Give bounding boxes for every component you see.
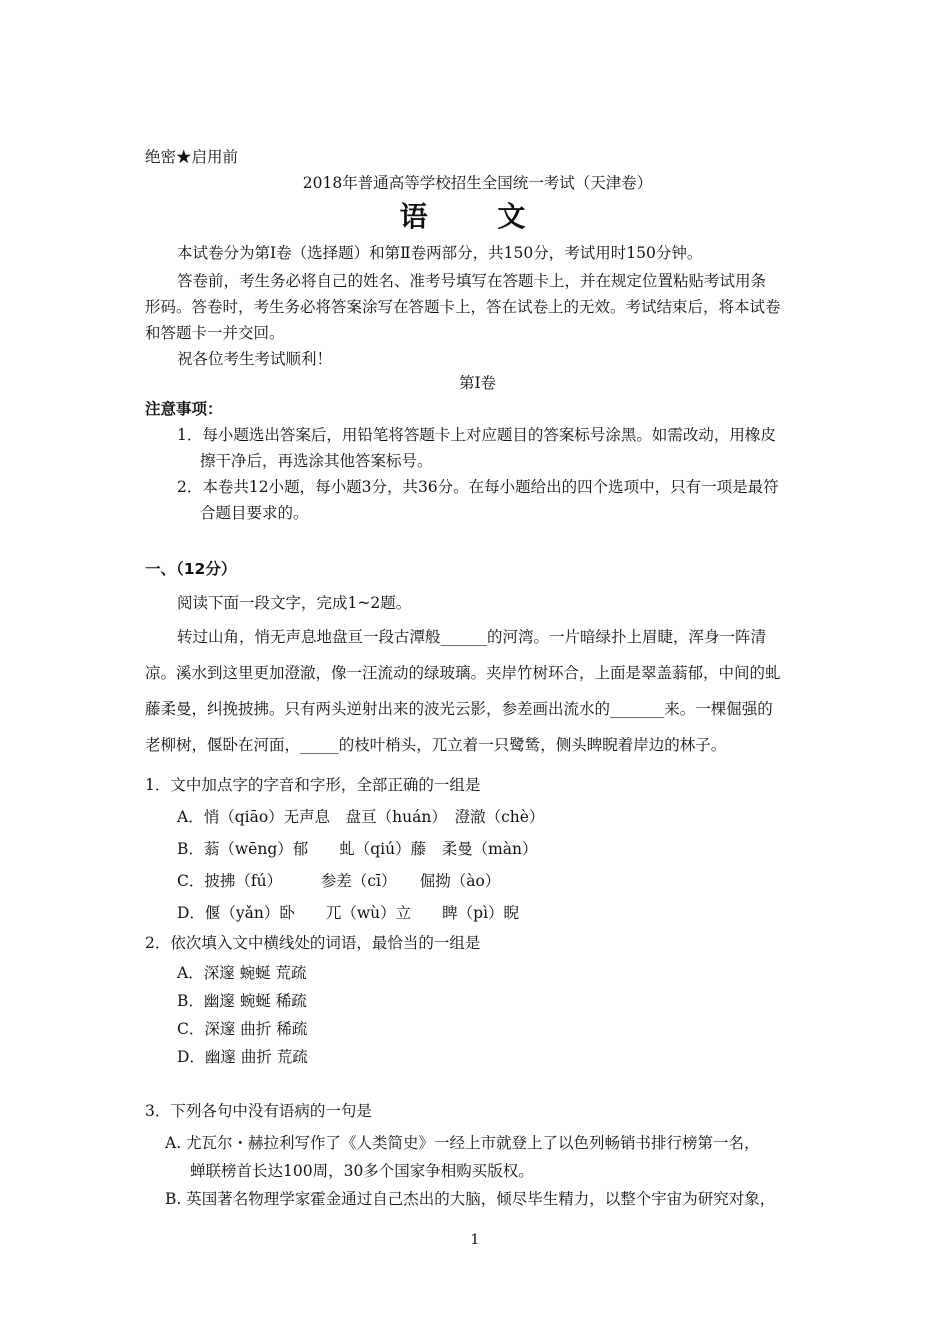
intro-line-4: 和答题卡一并交回。 [145, 324, 285, 342]
volume-title: 第Ⅰ卷 [458, 374, 497, 392]
question-1-option-a: A．悄（qiāo）无声息 盘亘（huán） 澄澈（chè） [177, 808, 545, 826]
intro-line-5: 祝各位考生考试顺利！ [177, 350, 333, 368]
notice-heading: 注意事项： [145, 400, 223, 418]
notice-item-1-cont: 擦干净后，再选涂其他答案标号。 [200, 452, 433, 470]
question-3-option-a-cont: 蝉联榜首长达100周，30多个国家争相购买版权。 [190, 1162, 534, 1180]
passage-line-4: 老柳树，偃卧在河面，_____的枝叶梢头，兀立着一只鹭鸶，侧头睥睨着岸边的林子。 [145, 736, 727, 754]
question-1-option-d: D．偃（yǎn）卧 兀（wù）立 睥（pì）睨 [177, 904, 520, 922]
confidential-mark: 绝密★启用前 [145, 148, 239, 166]
section-1-instruction: 阅读下面一段文字，完成1~2题。 [177, 594, 412, 612]
question-3-option-b: B. 英国著名物理学家霍金通过自己杰出的大脑，倾尽毕生精力，以整个宇宙为研究对象， [165, 1190, 776, 1208]
question-2-option-a: A．深邃 蜿蜒 荒疏 [177, 964, 307, 982]
question-3-stem: 3．下列各句中没有语病的一句是 [145, 1102, 372, 1120]
passage-line-2: 凉。溪水到这里更加澄澈，像一汪流动的绿玻璃。夹岸竹树环合，上面是翠盖蓊郁，中间的虬 [145, 664, 781, 682]
section-1-heading: 一、（12分） [145, 560, 237, 578]
intro-line-3: 形码。答卷时，考生务必将答案涂写在答题卡上，答在试卷上的无效。考试结束后，将本试卷 [145, 298, 781, 316]
question-1-stem: 1．文中加点字的字音和字形，全部正确的一组是 [145, 776, 481, 794]
intro-line-1: 本试卷分为第Ⅰ卷（选择题）和第Ⅱ卷两部分，共150分，考试用时150分钟。 [177, 244, 703, 262]
question-2-option-d: D．幽邃 曲折 荒疏 [177, 1048, 308, 1066]
page-number: 1 [470, 1232, 480, 1248]
passage-line-3: 藤柔曼，纠挽披拂。只有两头逆射出来的波光云影，参差画出流水的_______来。一棵倔强的 [145, 700, 773, 718]
question-1-option-c: C．披拂（fú） 参差（cī） 倔拗（ào） [177, 872, 501, 890]
notice-item-2-cont: 合题目要求的。 [200, 504, 309, 522]
notice-item-1: 1．每小题选出答案后，用铅笔将答题卡上对应题目的答案标号涂黑。如需改动，用橡皮 [177, 426, 776, 444]
question-1-option-b: B．蓊（wēng）郁 虬（qiú）藤 柔曼（màn） [177, 840, 538, 858]
exam-title: 2018年普通高等学校招生全国统一考试（天津卷） [302, 174, 653, 192]
subject-title: 语 文 [399, 200, 556, 233]
question-3-option-a: A. 尤瓦尔・赫拉利写作了《人类简史》一经上市就登上了以色列畅销书排行榜第一名， [165, 1134, 760, 1152]
question-2-stem: 2．依次填入文中横线处的词语，最恰当的一组是 [145, 934, 481, 952]
notice-item-2: 2．本卷共12小题，每小题3分，共36分。在每小题给出的四个选项中，只有一项是最符 [177, 478, 779, 496]
intro-line-2: 答卷前，考生务必将自己的姓名、准考号填写在答题卡上，并在规定位置粘贴考试用条 [177, 272, 767, 290]
question-2-option-b: B．幽邃 蜿蜒 稀疏 [177, 992, 307, 1010]
passage-line-1: 转过山角，悄无声息地盘亘一段古潭般______的河湾。一片暗绿扑上眉睫，浑身一阵清 [177, 628, 767, 646]
question-2-option-c: C．深邃 曲折 稀疏 [177, 1020, 308, 1038]
